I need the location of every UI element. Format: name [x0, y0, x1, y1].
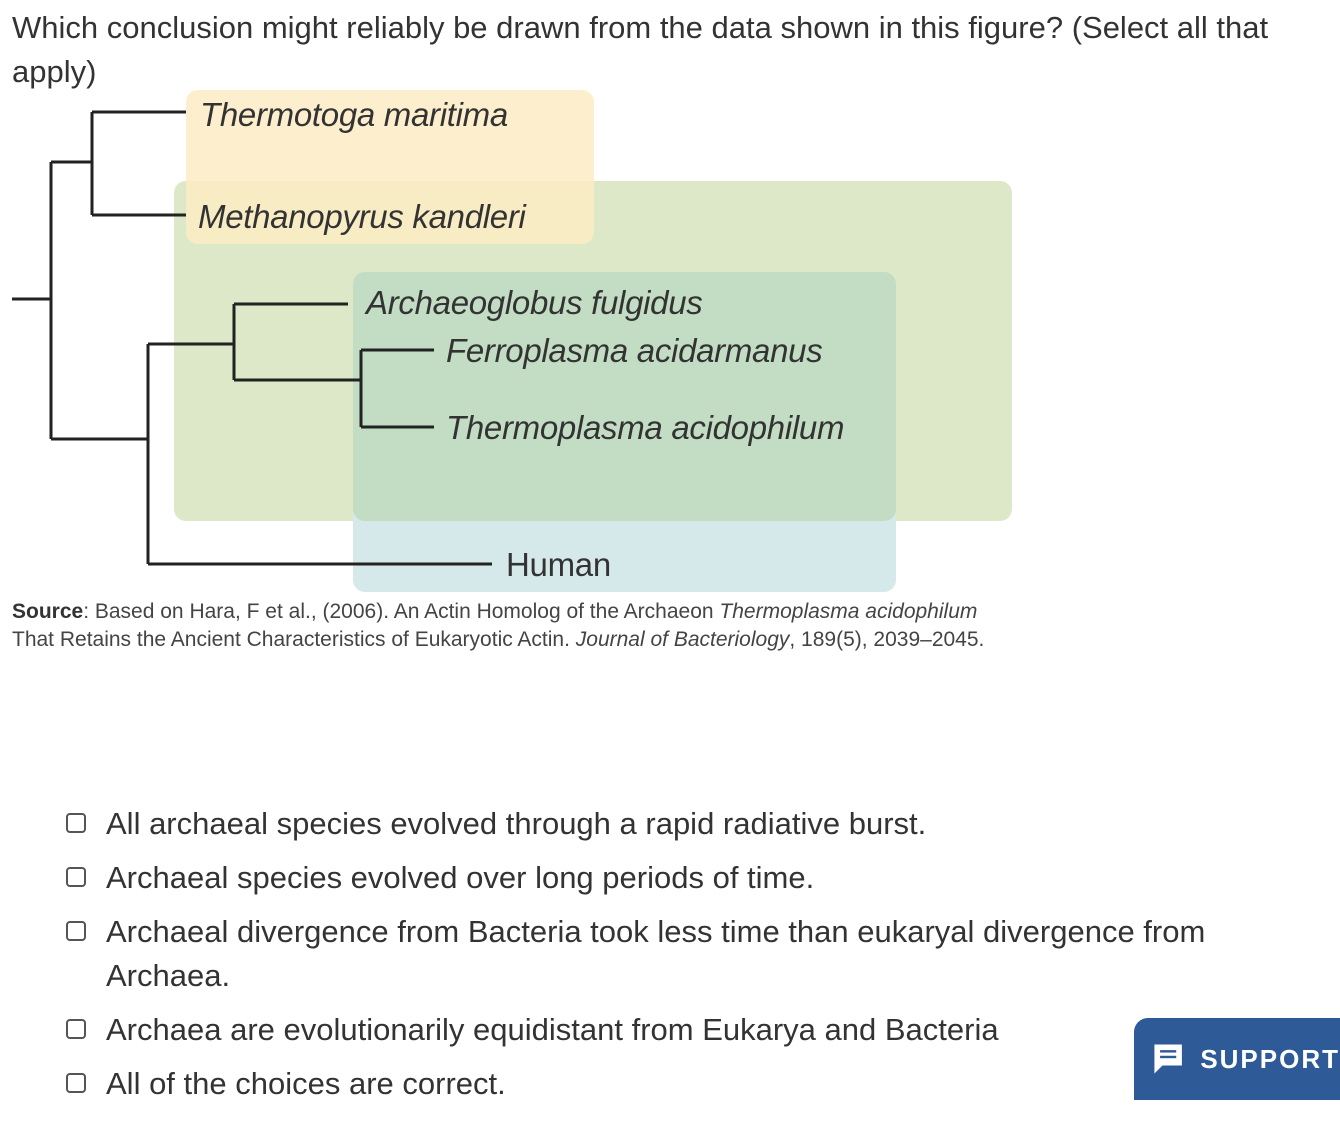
- checkbox-1[interactable]: [66, 813, 86, 833]
- question-text: Which conclusion might reliably be drawn from the data shown in this figure? (Select all that apply): [12, 10, 1269, 89]
- source-label: Source: [12, 600, 84, 623]
- taxon-human: Human: [506, 546, 611, 583]
- taxon-thermotoga: Thermotoga maritima: [200, 96, 508, 133]
- choice-2[interactable]: [64, 856, 1244, 900]
- chat-icon: [1152, 1038, 1184, 1080]
- support-button[interactable]: [1134, 1018, 1340, 1100]
- answer-choices: [64, 800, 1244, 1106]
- phylogenetic-tree-figure: [0, 86, 1030, 596]
- taxon-archaeoglobus: Archaeoglobus fulgidus: [366, 284, 703, 321]
- source-text-3: , 189(5), 2039–2045.: [789, 628, 985, 651]
- choice-3-label[interactable]: Archaeal divergence from Bacteria took less time than eukaryal divergence from Archaea.: [106, 914, 1206, 993]
- checkbox-3[interactable]: [66, 921, 86, 941]
- choice-1-label[interactable]: All archaeal species evolved through a rapid radiative burst.: [106, 806, 927, 841]
- choice-4-label[interactable]: Archaea are evolutionarily equidistant from Eukarya and Bacteria: [106, 1012, 999, 1047]
- choice-3[interactable]: [64, 910, 1244, 998]
- choice-1[interactable]: [64, 802, 1244, 846]
- checkbox-4[interactable]: [66, 1019, 86, 1039]
- support-label[interactable]: SUPPORT: [1200, 1043, 1340, 1074]
- source-italic-1: Thermoplasma acidophilum: [719, 600, 978, 623]
- source-text-1: : Based on Hara, F et al., (2006). An Actin Homolog of the Archaeon: [83, 600, 720, 623]
- taxon-ferroplasma: Ferroplasma acidarmanus: [446, 332, 823, 369]
- checkbox-2[interactable]: [66, 867, 86, 887]
- source-journal: Journal of Bacteriology: [575, 628, 790, 651]
- choice-2-label[interactable]: Archaeal species evolved over long periods of time.: [106, 860, 815, 895]
- choice-5-label[interactable]: All of the choices are correct.: [106, 1066, 506, 1101]
- choice-5[interactable]: [64, 1062, 1244, 1106]
- figure-source-citation: [12, 598, 1012, 654]
- taxon-methanopyrus: Methanopyrus kandleri: [198, 198, 526, 235]
- choice-4[interactable]: [64, 1008, 1244, 1052]
- taxon-thermoplasma: Thermoplasma acidophilum: [446, 409, 845, 446]
- source-text-2: That Retains the Ancient Characteristics of Eukaryotic Actin.: [12, 628, 576, 651]
- checkbox-5[interactable]: [66, 1073, 86, 1093]
